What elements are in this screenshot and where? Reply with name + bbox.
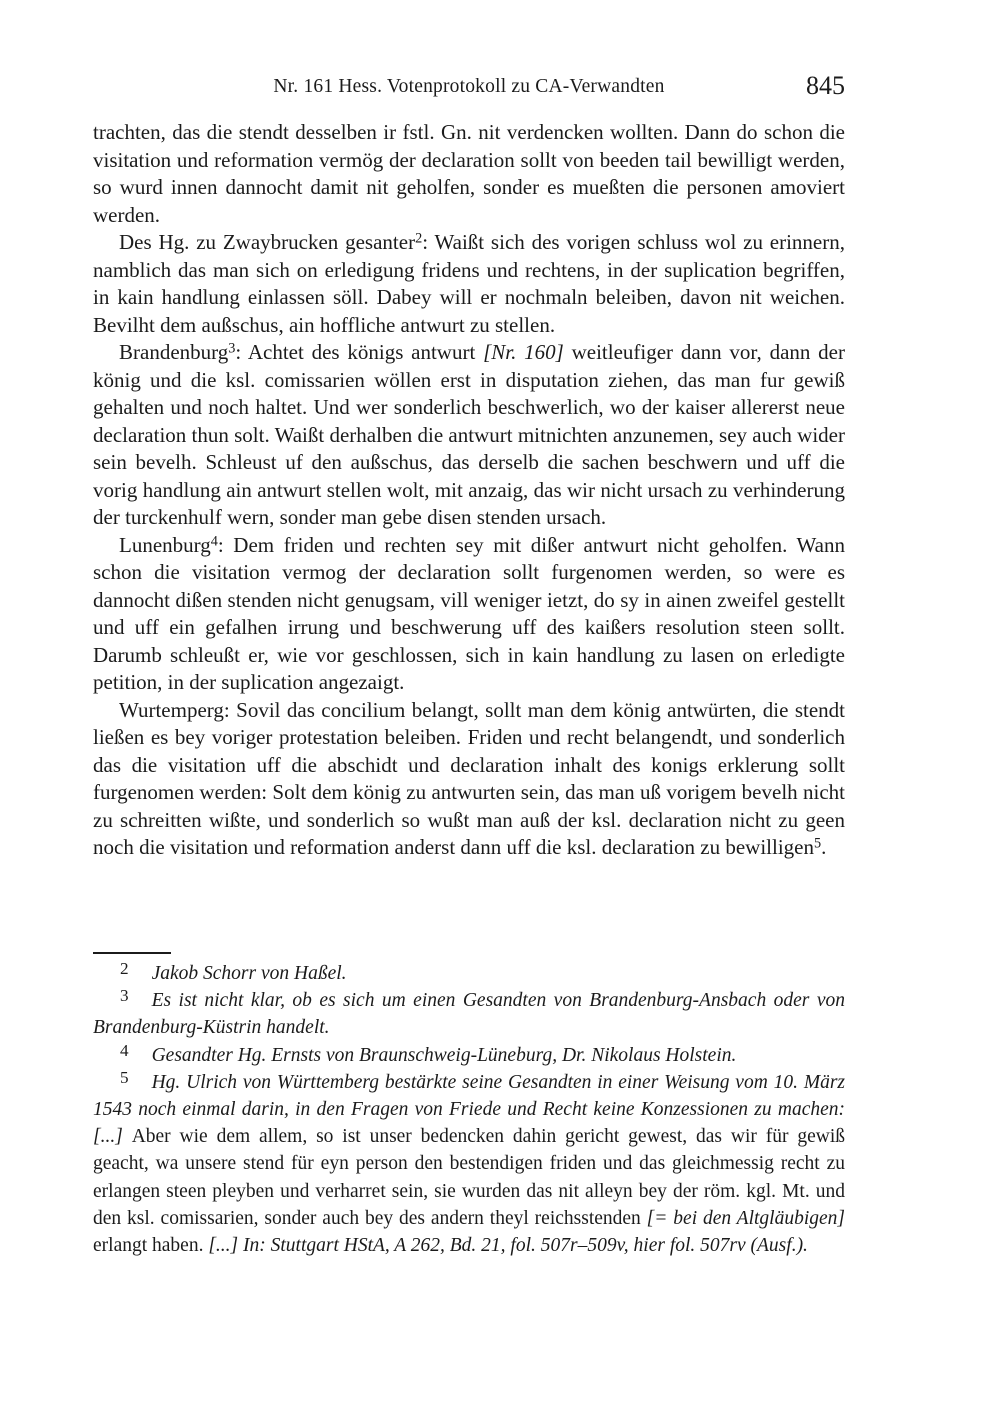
text-run-italic: [Nr. 160] — [483, 340, 564, 364]
footnote-number: 5 — [120, 1068, 129, 1088]
footnote-text-roman: Aber wie dem allem, so ist unser bedencken dahin gericht gewest, das wir für gewiß geacht, wa unsere stend für eyn person den bestendigen friden und das gleichmessig recht zu erlangen steen pleyben und verharret sein, sie wurden das nit alleyn bey der röm. kgl. Mt. und den ksl. comissarien, sonder auch bey des andern theyl reichsstenden — [93, 1126, 845, 1229]
footnote-separator-rule — [93, 952, 171, 954]
paragraph-wurtemperg — [93, 697, 845, 862]
footnote-text-italic: Hg. Ulrich von Württemberg bestärkte seine Gesandten in einer Weisung vom 10. März 1543 noch einmal darin, in den Fragen von Friede und Recht keine Konzessionen zu machen: [...] — [93, 1071, 845, 1148]
paragraph-lunenburg — [93, 532, 845, 697]
text-run: : Waißt sich des vorigen schluss wol zu erinnern, namblich das man sich on erledigung fridens und rechtens, in der suplication begriffen, in kain handlung einlassen söll. Dabey will er nochmaln beleiben, davon nit weichen. Bevilht dem außschus, ain hoffliche antwurt zu stellen. — [93, 230, 845, 337]
footnote-4 — [93, 1042, 845, 1069]
body-text — [93, 119, 845, 862]
text-run: Brandenburg — [119, 340, 229, 364]
running-header-title: Nr. 161 Hess. Votenprotokoll zu CA-Verwandten — [273, 76, 665, 97]
footnote-text-italic: [= bei den Altgläubigen] — [646, 1207, 845, 1229]
footnote-marker-2: 2 — [415, 230, 423, 247]
text-run: Wurtemperg: Sovil das concilium belangt, sollt man dem könig antwürten, die stendt ließen es bey voriger protestation beleiben. Friden und recht belangendt, und sonderlich das die visitation uff die abschidt und declaration inhalt des konigs erklerung sollt furgenomen werden: Solt dem könig zu antwurten sein, das man uß vorigem bevelh nicht zu schreitten wißte, und sonderlich so wußt man auß der ksl. declaration nicht zu geen noch die visitation und reformation anderst dann uff die ksl. declaration zu bewilligen — [93, 697, 845, 859]
footnote-text: Gesandter Hg. Ernsts von Braunschweig-Lüneburg, Dr. Nikolaus Holstein. — [151, 1044, 737, 1066]
footnote-number: 2 — [120, 959, 129, 979]
text-run: : Achtet des königs antwurt — [235, 340, 484, 364]
text-run: weitleufiger dann vor, dann der könig und die ksl. comissarien wöllen erst in disputation ziehen, das man fur gewiß gehalten und noch haltet. Und wer sonderlich beschwerlich, wo der kaiser allererst neue declaration thun solt. Waißt derhalben die antwurt mitnichten anzunemen, sey auch wider sein bevelh. Schleust uf den außschus, das derselb die sachen beschwern und uff die vorig handlung ain antwurt stellen wolt, mit anzaig, das wir nicht ursach zu verhinderung der turckenhulf wern, sonder man gebe disen stenden ursach. — [93, 340, 845, 529]
footnote-marker-4: 4 — [210, 533, 218, 550]
running-header — [93, 71, 845, 100]
paragraph-zwaybrucken — [93, 229, 845, 339]
footnote-number: 4 — [120, 1040, 129, 1060]
footnote-number: 3 — [120, 986, 129, 1006]
footnote-text-roman: erlangt haben. — [93, 1235, 209, 1257]
footnote-marker-5: 5 — [814, 835, 822, 852]
footnotes — [93, 960, 845, 1259]
paragraph-continuation — [93, 119, 845, 229]
footnote-2 — [93, 960, 845, 987]
paragraph-brandenburg — [93, 339, 845, 532]
text-run: trachten, das die stendt desselben ir fstl. Gn. nit verdencken wollten. Dann do schon die visitation und reformation vermög der declaration sollt von beeden tail bewilligt werden, so wurd innen dannocht damit nit geholfen, sonder es mueßten die personen amoviert werden. — [93, 120, 845, 227]
footnote-5 — [93, 1069, 845, 1259]
text-run: : Dem friden und rechten sey mit dißer antwurt nicht geholfen. Wann schon die visitation vermog der declaration sollt furgenomen werden, so were es dannocht dißen stenden nicht genugsam, vill weniger ietzt, do sy in ainen zweifel gestellt und uff ein gefalhen irrung und beschwerung uff des kaißers resolution steen sollt. Darumb schleußt er, wie vor geschlossen, sich in kain handlung zu lasen on erledigte petition, in der suplication angezaigt. — [93, 532, 845, 694]
text-run: Des Hg. zu Zwaybrucken gesanter — [119, 230, 416, 254]
footnote-text: Jakob Schorr von Haßel. — [151, 963, 347, 984]
text-run: Lunenburg — [119, 532, 211, 557]
footnote-text-italic: [...] In: Stuttgart HStA, A 262, Bd. 21, fol. 507r–509v, hier fol. 507rv (Ausf.). — [208, 1235, 808, 1257]
footnote-marker-3: 3 — [228, 340, 236, 357]
footnote-text: Es ist nicht klar, ob es sich um einen Gesandten von Brandenburg-Ansbach oder von Brandenburg-Küstrin handelt. — [93, 990, 845, 1039]
page-number: 845 — [806, 71, 845, 100]
footnote-3 — [93, 987, 845, 1041]
text-run: . — [821, 835, 827, 859]
